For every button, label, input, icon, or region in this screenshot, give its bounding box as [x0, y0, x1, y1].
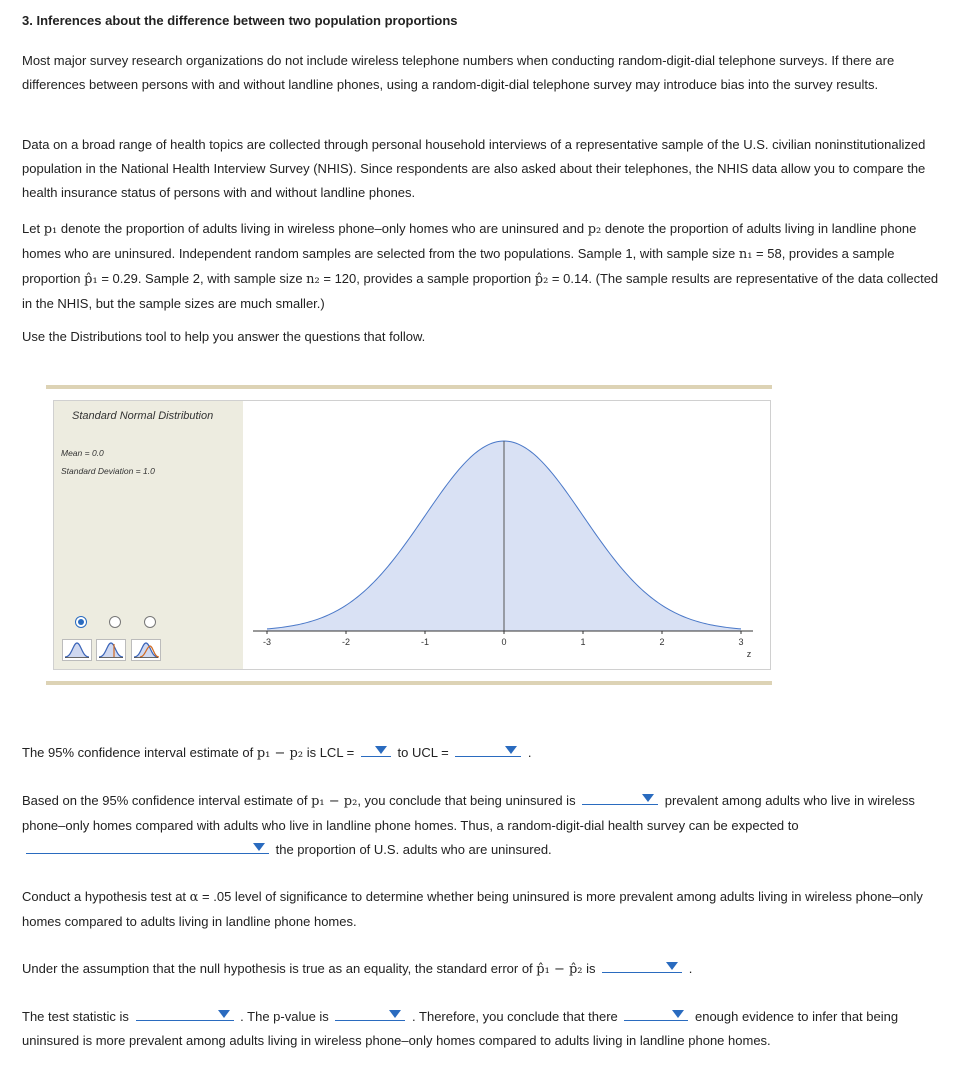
sd-label: Standard Deviation = 1.0 — [61, 466, 155, 476]
x-tick-label: -2 — [341, 637, 351, 647]
question-prevalence: Based on the 95% confidence interval estimate of p₁ − p₂, you conclude that being uninsured is prevalent among adults who live in wireless phone–only homes compared with adults who live in landline phone homes. Thus, a random-digit-dial health survey can be expected to the proportion of U.S. adults who are uninsured. — [22, 789, 940, 862]
question-standard-error: Under the assumption that the null hypothesis is true as an equality, the standard error of p̂₁ − p̂₂ is . — [22, 957, 940, 982]
ucl-dropdown[interactable] — [455, 742, 521, 757]
symbol-n2: n₂ — [306, 272, 320, 287]
symbol-diff: p₁ − p₂ — [311, 794, 358, 809]
paragraph-intro: Most major survey research organizations do not include wireless telephone numbers when conducting random-digit-dial telephone surveys. If there are differences between persons with and without landline phones, using a random-digit-dial telephone survey may introduce bias into the survey results. — [22, 53, 895, 92]
radio-right-tail[interactable] — [144, 616, 156, 628]
x-axis-label: z — [746, 649, 752, 659]
symbol-hatdiff: p̂₁ − p̂₂ — [536, 962, 583, 977]
symbol-phat1: p̂₁ — [84, 272, 98, 287]
chevron-down-icon — [642, 794, 654, 802]
prevalence-dropdown[interactable] — [582, 790, 658, 805]
p-value-dropdown[interactable] — [335, 1006, 405, 1021]
curve-thumbnail-compare[interactable] — [131, 639, 161, 661]
section-title: 3. Inferences about the difference between two population proportions — [22, 13, 458, 28]
chevron-down-icon — [672, 1010, 684, 1018]
normal-curve-chart — [243, 401, 770, 669]
standard-error-dropdown[interactable] — [602, 958, 682, 973]
x-tick-label: -3 — [262, 637, 272, 647]
bell-icon — [63, 640, 91, 660]
mean-label: Mean = 0.0 — [61, 448, 104, 458]
x-tick-label: -1 — [420, 637, 430, 647]
symbol-diff: p₁ − p₂ — [256, 746, 304, 761]
bell-compare-icon — [132, 640, 160, 660]
symbol-p2: p₂ — [587, 222, 602, 237]
distributions-tool — [53, 400, 771, 670]
tool-top-rule — [46, 385, 772, 389]
question-hypothesis-intro: Conduct a hypothesis test at α = .05 level of significance to determine whether being uninsured is more prevalent among adults living in wireless phone–only homes compared to adults living in landline phone homes. — [22, 889, 923, 929]
x-tick-label: 3 — [738, 637, 744, 647]
paragraph-tool-instruction: Use the Distributions tool to help you answer the questions that follow. — [22, 329, 426, 344]
radio-left-tail[interactable] — [109, 616, 121, 628]
x-tick-label: 0 — [501, 637, 507, 647]
distribution-title: Standard Normal Distribution — [72, 410, 214, 422]
test-statistic-dropdown[interactable] — [136, 1006, 234, 1021]
chevron-down-icon — [389, 1010, 401, 1018]
curve-thumbnail-standard[interactable] — [62, 639, 92, 661]
paragraph-samples: Let p₁ denote the proportion of adults living in wireless phone–only homes who are uninsured and p₂ denote the proportion of adults living in landline phone homes who are uninsured. Independent random samples are selected from the two populations. Sample 1, with sample size n₁ = 58, provides a sample proportion p̂₁ = 0.29. Sample 2, with sample size n₂ = 120, provides a sample proportion p̂₂ = 0.14. (The sample results are representative of the data collected in the NHIS, but the sample sizes are much smaller.) — [22, 221, 939, 311]
tool-bottom-rule — [46, 681, 772, 685]
bell-shifted-icon — [97, 640, 125, 660]
chevron-down-icon — [375, 746, 387, 754]
symbol-phat2: p̂₂ — [534, 272, 549, 287]
chevron-down-icon — [666, 962, 678, 970]
x-tick-label: 1 — [580, 637, 586, 647]
radio-two-tail[interactable] — [75, 616, 87, 628]
symbol-alpha: α — [189, 890, 199, 905]
tool-side-panel — [54, 401, 243, 669]
question-confidence-interval: The 95% confidence interval estimate of p₁ − p₂ is LCL = to UCL = . — [22, 741, 940, 766]
chevron-down-icon — [218, 1010, 230, 1018]
lcl-dropdown[interactable] — [361, 742, 391, 757]
x-axis-ticks — [263, 631, 744, 647]
symbol-n1: n₁ — [738, 247, 753, 262]
curve-thumbnail-shifted[interactable] — [96, 639, 126, 661]
conclusion-dropdown[interactable] — [624, 1006, 688, 1021]
symbol-p1: p₁ — [43, 222, 58, 237]
chevron-down-icon — [505, 746, 517, 754]
chevron-down-icon — [253, 843, 265, 851]
paragraph-nhis: Data on a broad range of health topics are collected through personal household interviews of a representative sample of the U.S. civilian noninstitutionalized population in the National Health Interview Survey (NHIS). Since respondents are also asked about their telephones, the NHIS data allow you to compare the health insurance status of persons with and without landline phones. — [22, 137, 926, 200]
survey-effect-dropdown[interactable] — [26, 839, 269, 854]
x-tick-label: 2 — [659, 637, 665, 647]
question-test-statistic: The test statistic is . The p-value is . Therefore, you conclude that there enough evidence to infer that being uninsured is more prevalent among adults living in wireless phone–only homes compared to adults living in landline phone homes. — [22, 1005, 940, 1053]
